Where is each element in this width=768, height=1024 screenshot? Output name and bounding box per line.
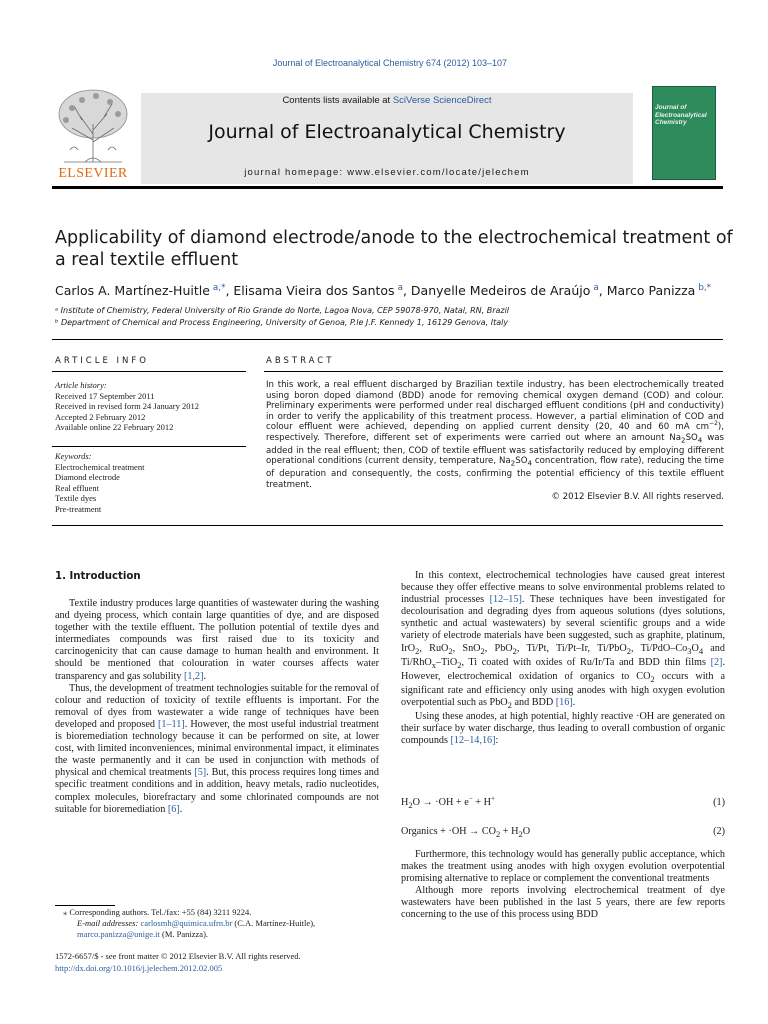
abstract-rule [264, 371, 723, 372]
text: , SnO [452, 642, 481, 654]
contents-prefix: Contents lists available at [282, 95, 393, 106]
abstract-heading: ABSTRACT [266, 356, 335, 366]
text: Thus, the development of treatment technologies suitable for the removal of colour and reduction of toxicity of textile effluents is important. For the removal of dyes from wastewater a wide range of techniques have been developed and proposed [55, 682, 379, 730]
author-separator: , [598, 283, 607, 298]
cover-title: Journal of Electroanalytical Chemistry [655, 104, 707, 126]
journal-homepage[interactable]: journal homepage: www.elsevier.com/locate/jelechem [244, 167, 530, 178]
journal-cover-image [652, 86, 716, 180]
equation-1-number: (1) [713, 797, 725, 808]
text: , Ti/PdO–Co [631, 642, 688, 654]
footnote-rule [55, 905, 115, 906]
right-paragraph-1: In this context, electrochemical technologies have caused great interest because they offer effective means to solve environmental problems related to industrial processes [12–15]. These techniques have been investigated for decolourisation and degrading dyes from aqueous solutions (dyes solutions, synthetic and actual wastewaters) by several scientific groups and a wide variety of electrode materials have been suggested, such as graphite, platinum, IrO$_2$, RuO$_2$, SnO$_2$, PbO$_2$, Ti/Pt, Ti/Pt–Ir, Ti/PbO$_2$, $Ti/PdO-Co_3O_4$ and Ti/RhO$_x$–TiO$_2$, Ti coated with oxides of Ru/Ir/Ta and BDD thin films [2]. However, electrochemical oxidation of organics to $CO_2$ occurs with a significant rate and efficiency only using anodes with high oxygen evolution overpotential such as PbO$_2$ and BDD [16]. [401, 570, 725, 711]
doi-link[interactable]: http://dx.doi.org/10.1016/j.jelechem.2012.02.005 [55, 963, 223, 973]
history-online: Available online 22 February 2012 [55, 422, 174, 432]
citation-link[interactable]: [12–15] [489, 594, 522, 606]
right-paragraph-4: Although more reports involving electrochemical treatment of dye wastewaters have been published in the last 5 years, there are few reports concerning to the use of this process using BDD [401, 885, 725, 921]
article-history [55, 380, 249, 433]
abstract-bottom-rule [52, 525, 723, 526]
corresponding-note: ⁎ Corresponding authors. Tel./fax: +55 (84) 3211 9224. [63, 907, 252, 917]
text: . But, this process requires long times and specific treatment conditions and in addition, heavy metals, radio nucleotides, complex molecules, biorefractary and some chlorinated compounds are not suitable for bioremediation [55, 767, 379, 815]
abstract-text: In this work, a real effluent discharged by Brazilian textile industry, has been electrochemically treated using boron doped diamond (BDD) anode for removing chemical oxygen demand (COD) and colour. Preliminary experiments were performed under real discharged effluent conditions (pH and conductivity) in order to verify the applicability of this treatment process. However, a partial elimination of COD and colour effluent were achieved, depending on applied current density (20, 40 and 60 mA $cm^{-2}$), respectively. Therefore, different set of experiments were carried out where an amount $Na_2SO_4$ was added in the real effluent; then, COD of textile effluent was satisfactorily reduced by employing different operational conditions (current density, temperature, $Na_2SO_4$ concentration, flow rate), reducing the time of depuration and consequently, the costs, confirming the potential efficiency of this textile effluent treatment. [266, 380, 724, 490]
affiliation-b: ᵇ Department of Chemical and Process Engineering, University of Genoa, P.le J.F. Kennedy 1, 16129 Genova, Italy [55, 318, 509, 327]
history-accepted: Accepted 2 February 2012 [55, 411, 146, 422]
text: –TiO [436, 656, 458, 668]
issn-line: 1572-6657/$ - see front matter © 2012 Elsevier B.V. All rights reserved. [55, 951, 301, 961]
citation-link[interactable]: [12–14,16] [450, 735, 496, 747]
intro-right-column [401, 570, 725, 747]
abstract-part: concentration, flow rate), reducing the time of depuration and consequently, the costs, confirming the potential efficiency of this textile effluent treatment. [266, 456, 724, 490]
email-link[interactable]: marco.panizza@unige.it [77, 929, 160, 939]
journal-title: Journal of Electroanalytical Chemistry [208, 121, 566, 143]
citation-link[interactable]: [1,2] [184, 670, 204, 682]
text: , Ti coated with oxides of Ru/Ir/Ta and BDD thin films [461, 656, 711, 668]
affiliation-a: ᵃ Institute of Chemistry, Federal University of Rio Grande do Norte, Lagoa Nova, CEP 59078-970, Natal, RN, Brazil [55, 306, 510, 315]
elsevier-wordmark: ELSEVIER [58, 166, 128, 181]
abstract-part: ), respectively. Therefore, different set of experiments were carried out where an amount Na [266, 422, 724, 443]
text: . However, electrochemical oxidation of organics to CO [401, 656, 725, 682]
text: . These techniques have been investigated for decolourisation and degrading dyes from aqueous solutions (dyes solutions, synthetic and actual wastewaters) by several scientific groups and a wide variety of electrode materials have been suggested, such as graphite, platinum, IrO [401, 594, 725, 654]
keyword-item: Real effluent [55, 482, 99, 493]
keywords-label: Keywords: [55, 451, 92, 461]
keywords-rule [52, 446, 246, 447]
right-paragraph-2: Using these anodes, at high potential, highly reactive ·OH are generated on their surface by water discharge, thus leading to overall combustion of organic compounds [12–14,16]: [401, 711, 725, 747]
author-affiliation-mark[interactable]: a [593, 282, 599, 293]
text: (C.A. Martínez-Huitle), [232, 918, 316, 928]
article-title: Applicability of diamond electrode/anode to the electrochemical treatment of a real textile effluent [55, 228, 733, 270]
keyword-item: Electrochemical treatment [55, 461, 145, 472]
affiliation-rule [52, 339, 723, 340]
right-paragraph-3: Furthermore, this technology would has generally public acceptance, which makes the treatment using anodes with high oxygen evolution overpotential promising alternative to replace or complement the conventional treatments [401, 849, 725, 885]
info-rule [52, 371, 246, 372]
abstract-part: was added in the real effluent; then, COD of textile effluent was satisfactorily reduced by employing different operational conditions (current density, temperature, Na [266, 432, 724, 467]
author-affiliation-mark[interactable]: a,* [212, 282, 226, 293]
text: . However, the most useful industrial treatment is bioremediation technology because it can be performed on site, at lower cost, with limited inconveniences, minimal environmental impact, it eliminates the waste permanently and it can be used in conjunction with methods of physical and chemical treatments [55, 718, 379, 779]
author-name: Elisama Vieira dos Santos [233, 283, 395, 298]
keyword-item: Diamond electrode [55, 472, 120, 482]
header-rule [52, 186, 723, 189]
journal-reference[interactable]: Journal of Electroanalytical Chemistry 674 (2012) 103–107 [272, 58, 508, 68]
email-link[interactable]: carlosmh@quimica.ufrn.br [140, 918, 233, 928]
text: and Ti/RhO [401, 642, 725, 668]
keywords-block [55, 451, 249, 514]
intro-paragraph-2: Thus, the development of treatment technologies suitable for the removal of colour and reduction of toxicity of textile effluents is important. For the removal of dyes from wastewater a wide range of techniques have been developed and proposed [1–11]. However, the most useful industrial treatment is bioremediation technology because it can be performed on site, at lower cost, with limited inconveniences, minimal environmental impact, it eliminates the waste permanently and it can be used in conjunction with methods of physical and chemical treatments [5]. But, this process requires long times and specific treatment conditions and in addition, heavy metals, radio nucleotides, complex molecules, biorefractary and some chlorinated compounds are not suitable for bioremediation [6]. [55, 682, 379, 815]
text: Using these anodes, at high potential, highly reactive ·OH are generated on their surface by water discharge, thus leading to overall combustion of organic compounds [401, 711, 725, 747]
intro-paragraph-1: Textile industry produces large quantities of wastewater during the washing and dyeing process, which contain large quantities of dye, and are disposed together with the textile effluent. The pollution potential of textile dyes and intermediates compounds was first raised due to its toxicity and carcinogenicity that can cause damage to human health and environment. It should be mentioned that colouration in water courses affects water transparency and gas solubility [1,2]. [55, 598, 379, 682]
citation-link[interactable]: [5] [194, 767, 207, 779]
email-label: E-mail addresses: [77, 918, 139, 928]
text: , RuO [419, 642, 449, 654]
citation-link[interactable]: [16] [555, 697, 573, 709]
text: In this context, electrochemical technologies have caused great interest because they offer effective means to solve environmental problems related to industrial processes [401, 570, 725, 606]
keyword-item: Pre-treatment [55, 503, 102, 514]
author-name: Carlos A. Martínez-Huitle [55, 283, 210, 298]
text: (M. Panizza). [159, 929, 209, 939]
text: occurs with a significant rate and efficiency only using anodes with high oxygen evolution overpotential such as PbO [401, 670, 725, 709]
abstract-copyright: © 2012 Elsevier B.V. All rights reserved. [551, 492, 724, 502]
citation-link[interactable]: [1–11] [157, 718, 185, 730]
equation-2-number: (2) [713, 826, 725, 837]
text: and BDD [511, 697, 556, 709]
history-received: Received 17 September 2011 [55, 390, 155, 401]
author-affiliation-mark[interactable]: b,* [698, 282, 712, 293]
footnotes [55, 907, 379, 940]
author-separator: , [225, 283, 234, 298]
author-list [55, 283, 735, 298]
contents-line [141, 95, 633, 106]
equation-1: $H_2O \to \cdot OH + e^- + H^+$ [401, 794, 495, 811]
history-label: Article history: [55, 380, 107, 390]
intro-right-column-continued [401, 849, 725, 922]
equation-2: Organics + $\cdot OH \to CO_2 + H_2O$ [401, 826, 531, 840]
section-heading-introduction: 1. Introduction [55, 571, 141, 582]
sciverse-link[interactable]: SciVerse ScienceDirect [392, 95, 492, 106]
email-note [55, 918, 379, 940]
author-name: Marco Panizza [606, 283, 696, 298]
author-separator: , [402, 283, 411, 298]
text: , Ti/Pt, Ti/Pt–Ir, Ti/PbO [516, 642, 627, 654]
author-affiliation-mark[interactable]: a [397, 282, 403, 293]
author-name: Danyelle Medeiros de Araújo [410, 283, 591, 298]
article-info-heading: ARTICLE INFO [55, 356, 149, 366]
keyword-item: Textile dyes [55, 493, 97, 503]
citation-link[interactable]: [2] [710, 656, 723, 668]
intro-left-column [55, 598, 379, 816]
text: Textile industry produces large quantities of wastewater during the washing and dyeing process, which contain large quantities of dye, and are disposed together with the textile effluent. The pollution potential of textile dyes and intermediates compounds was first raised due to its toxicity and carcinogenicity that can cause damage to human health and environment. It should be mentioned that colouration in water courses affects water transparency and gas solubility [55, 598, 379, 682]
abstract-part: In this work, a real effluent discharged by Brazilian textile industry, has been electrochemically treated using boron doped diamond (BDD) anode for removing chemical oxygen demand (COD) and colour. Preliminary experiments were performed under real discharged effluent conditions (pH and conductivity) in order to verify the applicability of this treatment process. However, a partial elimination of COD and colour effluent were achieved, depending on applied current density (20, 40 and 60 mA cm [266, 380, 724, 432]
history-revised: Received in revised form 24 January 2012 [55, 401, 199, 411]
citation-link[interactable]: [6] [167, 803, 180, 815]
text: , PbO [484, 642, 513, 654]
